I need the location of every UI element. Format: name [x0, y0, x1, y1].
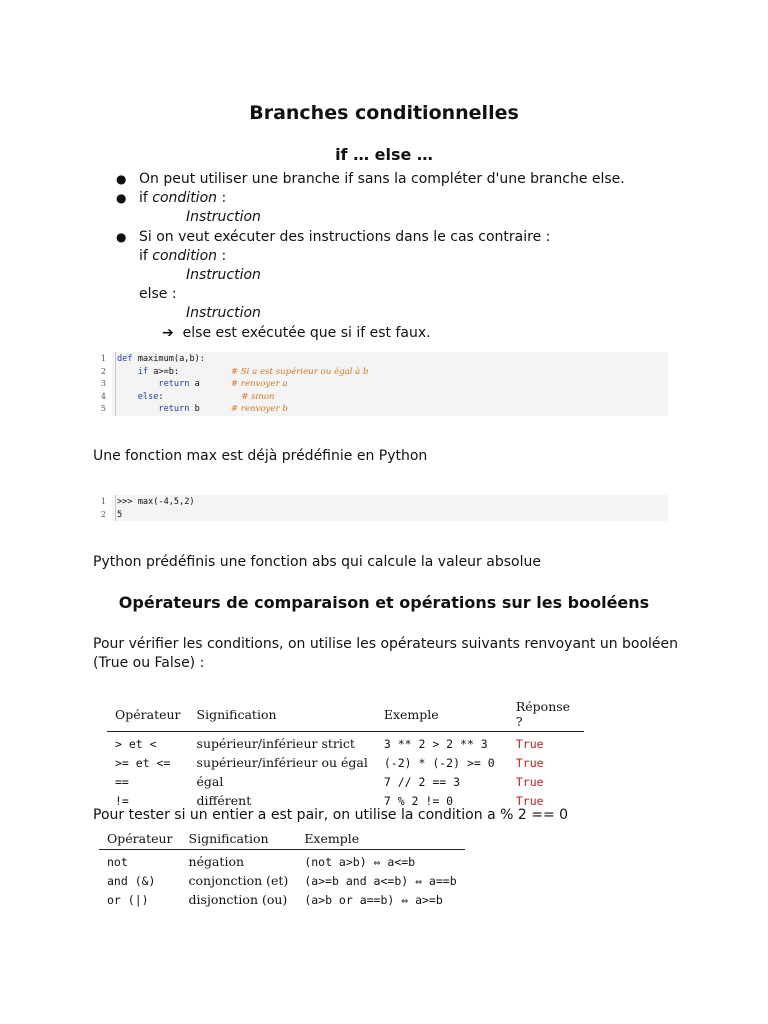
code-comment: # renvoyer b [230, 404, 288, 414]
bullet-dot-icon: ● [116, 191, 127, 205]
table-cell: (a>=b and a<=b) ⇔ a==b [304, 873, 457, 888]
table-header: Exemple [376, 699, 508, 732]
code-comment: # Si a est supérieur ou égal à b [230, 366, 369, 377]
code-token: : [158, 391, 242, 402]
table-header: Signification [181, 830, 297, 850]
table-cell: supérieur/inférieur strict [196, 736, 355, 751]
line-number: 2 [100, 509, 106, 519]
table-row [107, 753, 584, 772]
code-token: b [189, 404, 231, 414]
code-token [117, 379, 158, 389]
code-comment: # renvoyer a [230, 379, 288, 389]
code-block-max-example [100, 495, 668, 521]
table-cell: supérieur/inférieur ou égal [196, 755, 368, 770]
colon: : [217, 248, 227, 264]
condition-word: condition [152, 190, 218, 206]
code-token: a [189, 379, 231, 389]
table-cell: or (|) [107, 892, 149, 907]
table-row [99, 890, 465, 909]
else-line: else : [139, 286, 177, 302]
code-text [117, 496, 195, 509]
table-cell: not [107, 854, 128, 869]
boolean-table [99, 830, 465, 909]
table-cell: différent [196, 793, 252, 808]
table-cell: > et < [115, 736, 157, 751]
table-header: Opérateur [99, 830, 181, 850]
table-cell: True [515, 736, 544, 751]
table-cell: True [515, 774, 544, 789]
table-row [99, 850, 465, 872]
table-row [99, 871, 465, 890]
section-title-if-else: if … else … [335, 145, 433, 164]
table-cell: (-2) * (-2) >= 0 [383, 755, 495, 770]
table-header: Opérateur [107, 699, 189, 732]
if-syntax [139, 189, 226, 208]
instruction-text: Instruction [186, 267, 261, 283]
table-cell: (not a>b) ⇔ a<=b [304, 854, 416, 869]
if-keyword: if [139, 190, 153, 206]
table-row [107, 772, 584, 791]
paragraph-even: Pour tester si un entier a est pair, on utilise la condition a % 2 == 0 [93, 807, 569, 823]
code-block-maximum [100, 352, 668, 416]
colon: : [217, 190, 227, 206]
line-number: 1 [100, 354, 106, 363]
code-text [117, 378, 287, 391]
if-keyword: if [139, 248, 153, 264]
instruction-text: Instruction [186, 209, 261, 225]
table-cell: disjonction (ou) [188, 892, 288, 907]
bullet-text: On peut utiliser une branche if sans la compléter d'une branche else. [139, 171, 625, 187]
code-keyword: def [117, 354, 133, 364]
line-number: 4 [100, 391, 106, 401]
table-cell: != [115, 793, 129, 808]
code-text [117, 391, 275, 404]
table-cell: >= et <= [115, 755, 171, 770]
intro-line-1: Pour vérifier les conditions, on utilise les opérateurs suivants renvoyant un booléen [93, 636, 679, 652]
bullet-dot-icon: ● [116, 230, 127, 244]
code-text [117, 403, 288, 416]
table-header-row [99, 830, 465, 850]
code-token: >>> max(-4,5,2) [117, 497, 195, 507]
table-cell: égal [196, 774, 224, 789]
instruction-text: Instruction [186, 305, 261, 321]
code-keyword: return [158, 404, 190, 414]
code-keyword: else [137, 391, 159, 402]
table-cell: (a>b or a==b) ⇔ a>=b [304, 892, 443, 907]
bullet-dot-icon: ● [116, 172, 127, 186]
intro-line-2: (True ou False) : [93, 655, 205, 671]
if-else-syntax-if [139, 247, 226, 266]
table-header: Signification [189, 699, 376, 732]
page-title: Branches conditionnelles [249, 102, 519, 124]
code-keyword: if [137, 366, 149, 377]
table-row [107, 732, 584, 754]
code-text [117, 509, 122, 522]
section-title-operators: Opérateurs de comparaison et opérations sur les booléens [118, 593, 650, 612]
code-token [117, 392, 138, 402]
arrow-note [162, 324, 431, 343]
code-token: a>=b: [148, 366, 231, 377]
code-text [117, 353, 205, 366]
table-header: Réponse ? [508, 699, 584, 732]
table-cell: 7 % 2 != 0 [383, 793, 454, 808]
comparison-table [107, 699, 584, 810]
line-number: 5 [100, 404, 106, 413]
code-keyword: return [158, 379, 190, 389]
paragraph-abs: Python prédéfinis une fonction abs qui calcule la valeur absolue [93, 554, 541, 570]
arrow-right-icon: ➔ [162, 325, 174, 341]
table-cell: == [115, 774, 129, 789]
table-header-row [107, 699, 584, 732]
code-token: 5 [117, 509, 123, 520]
table-cell: 7 // 2 == 3 [383, 774, 461, 789]
arrow-note-text: else est exécutée que si if est faux. [182, 325, 431, 341]
line-number: 1 [100, 497, 106, 506]
code-token [117, 404, 158, 414]
bullet-text: Si on veut exécuter des instructions dans le cas contraire : [139, 229, 551, 245]
code-gutter [112, 495, 116, 521]
condition-word: condition [152, 248, 218, 264]
code-token: maximum(a,b): [132, 354, 205, 364]
table-cell: True [515, 755, 544, 770]
code-text [117, 366, 369, 379]
table-cell: 3 ** 2 > 2 ** 3 [383, 736, 488, 751]
code-token [117, 367, 138, 377]
table-cell: négation [188, 854, 245, 869]
paragraph-max: Une fonction max est déjà prédéfinie en Python [93, 448, 428, 464]
code-comment: # sinon [241, 391, 275, 402]
table-cell: True [515, 793, 544, 808]
line-number: 2 [100, 366, 106, 376]
table-cell: and (&) [107, 873, 156, 888]
table-header: Exemple [296, 830, 464, 850]
line-number: 3 [100, 379, 106, 388]
table-cell: conjonction (et) [188, 873, 289, 888]
code-gutter [112, 352, 116, 416]
